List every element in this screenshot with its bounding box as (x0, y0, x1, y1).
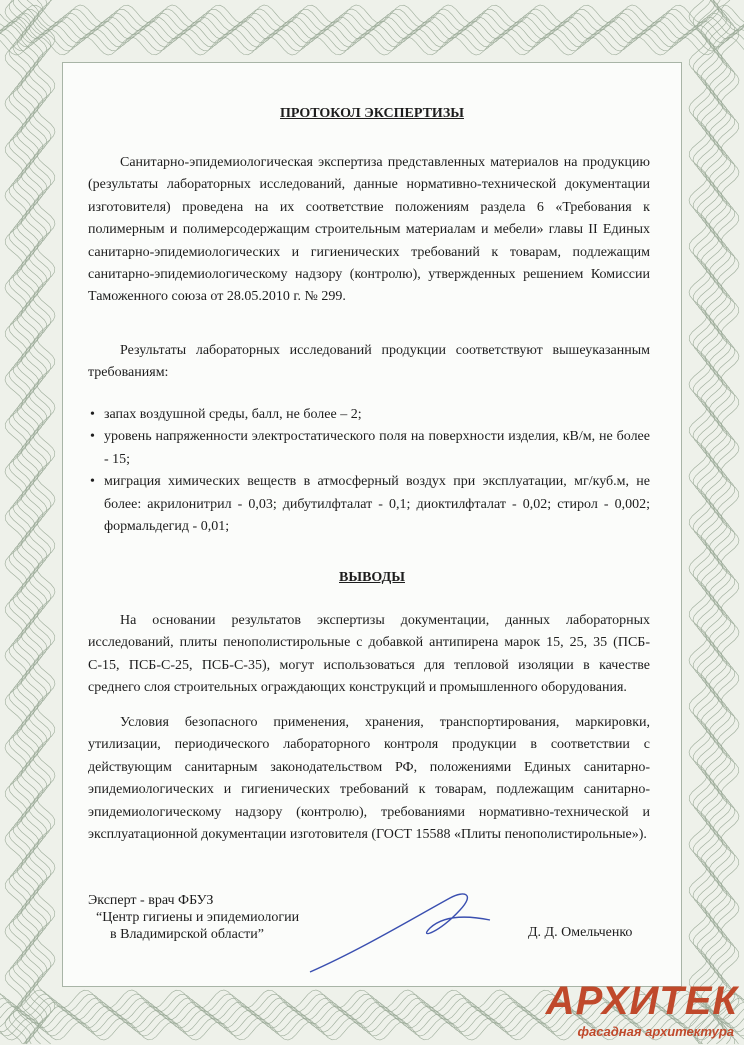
brand-logo: АРХИТЕК (545, 979, 738, 1023)
expert-organization: “Центр гигиены и эпидемиологии (96, 910, 300, 925)
brand-watermark (542, 965, 738, 1039)
handwritten-signature (300, 880, 500, 980)
list-item: • миграция химических веществ в атмосферный воздух при эксплуатации, мг/куб.м, не более: акрилонитрил - 0,03; дибутилфталат - 0,1; диоктилфталат - 0,02; стирол - 0,002; формальдегид - 0,01; (90, 471, 650, 538)
document-title: ПРОТОКОЛ ЭКСПЕРТИЗЫ (280, 106, 464, 121)
list-item: • запах воздушной среды, балл, не более – 2; (90, 404, 650, 426)
signer-name: Д. Д. Омельченко (528, 925, 633, 940)
conclusion-paragraph-2: Условия безопасного применения, хранения, транспортирования, маркировки, утилизации, периодического лабораторного контроля продукции в соответствии с действующим санитарным законодательством РФ, положениями Единых санитарно-эпидемиологических и гигиенических требований к товарам, подлежащим санитарно-эпидемиологическому надзору (контролю), требованиями нормативно-технической и эксплуатационной документации изготовителя (ГОСТ 15588 «Плиты пенополистирольные»). (88, 715, 650, 843)
brand-tagline: фасадная архитектура (577, 1024, 734, 1039)
conclusions-title: ВЫВОДЫ (339, 570, 405, 585)
expert-title: Эксперт - врач ФБУЗ (88, 893, 214, 908)
expert-region: в Владимирской области” (110, 927, 264, 942)
list-item: • уровень напряженности электростатического поля на поверхности изделия, кВ/м, не более - 15; (90, 426, 650, 471)
intro-paragraph: Санитарно-эпидемиологическая экспертиза представленных материалов на продукцию (результаты лабораторных исследований, данные нормативно-технической документации изготовителя) проведена на их соответствие положениям раздела 6 «Требования к полимерным и полимерсодержащим строительным материалам и мебели» главы II Единых санитарно-эпидемиологических и гигиенических требований к товарам, подлежащим санитарно-эпидемиологическому надзору (контролю), утвержденных решением Комиссии Таможенного союза от 28.05.2010 г. № 299. (88, 155, 650, 305)
results-paragraph: Результаты лабораторных исследований продукции соответствуют вышеуказанным требованиям: (88, 343, 650, 381)
conclusion-paragraph-1: На основании результатов экспертизы документации, данных лабораторных исследований, плиты пенополистирольные с добавкой антипирена марок 15, 25, 35 (ПСБ-С-15, ПСБ-С-25, ПСБ-С-35), могут использоваться для тепловой изоляции в качестве среднего слоя строительных ограждающих конструкций и промышленного оборудования. (88, 613, 650, 696)
results-list (90, 404, 650, 538)
